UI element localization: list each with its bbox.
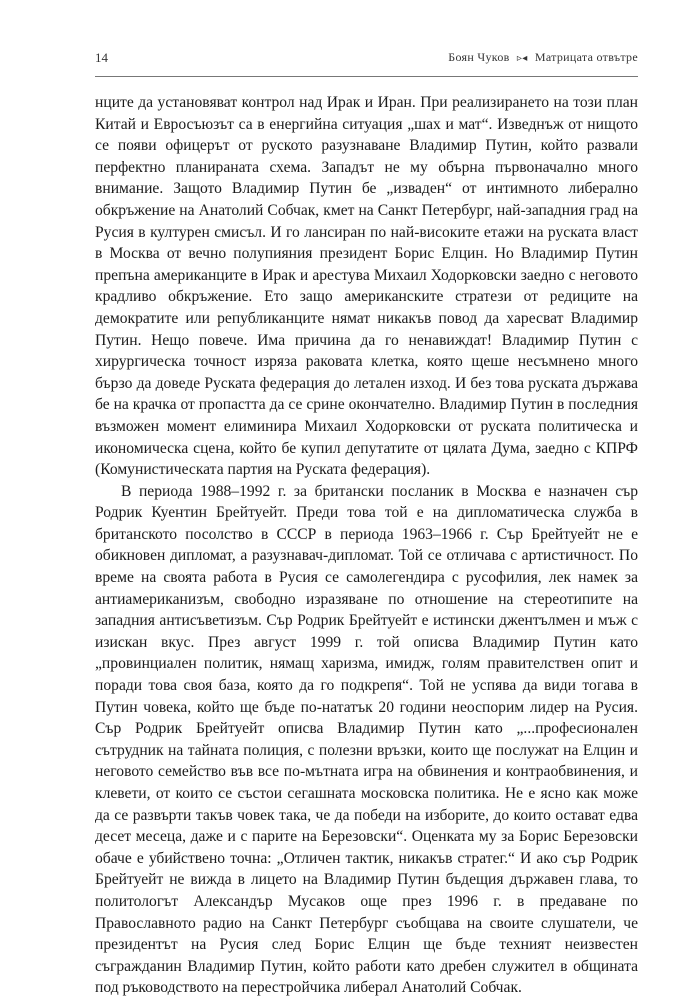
paragraph-1: нците да установяват контрол над Ирак и Иран. При реализирането на този план Китай и Евросъюзът са в енергийна ситуация „шах и мат“. Изведнъж от нищото се появи офицерът от руското разузнаване Владимир Путин, който развали перфектно планираната схема. Западът не му обърна първоначално много внимание. Защото Владимир Путин бе „изваден“ от интимното либерално обкръжение на Анатолий Собчак, кмет на Санкт Петербург, най-западния град на Русия в културен смисъл. И го лансиран по най-високите етажи на руската власт в Москва от вечно полупияния президент Борис Елцин. Но Владимир Путин препъна американците в Ирак и арестува Михаил Ходорковски заедно с неговото крадливо обкръжение. Ето защо американските стратези от редиците на демократите или републиканците нямат никакъв повод да харесват Владимир Путин. Нещо повече. Има причина да го ненавиждат! Владимир Путин с хирургическа точност изряза раковата клетка, която щеше несъмнено много бързо да доведе Руската федерация до летален изход. И без това руската държава бе на крачка от пропастта да се срине окончателно. Владимир Путин в последния възможен момент елиминира Михаил Ходорковски от руската политическа и икономическа сцена, който бе купил депутатите от цялата Дума, заедно с КПРФ (Комунистическата партия на Руската федерация). (95, 94, 638, 479)
author-name: Боян Чуков (448, 50, 510, 64)
running-head (448, 50, 638, 65)
separator-ornament-icon: ▹◂ (516, 53, 528, 64)
page-header (95, 50, 638, 77)
page-number: 14 (95, 50, 108, 65)
body-text (95, 92, 638, 999)
paragraph-2: В периода 1988–1992 г. за британски посланик в Москва е назначен сър Родрик Куентин Брейтуейт. Преди това той е на дипломатическа служба в британското посолство в СССР в периода 1963–1966 г. Сър Брейтуейт не е обикновен дипломат, а разузнавач-дипломат. Той се отличава с артистичност. По време на своята работа в Русия се самолегендира с русофилия, лек намек за антиамериканизъм, свободно изразяване по отношение на стереотипите на западния антисъветизъм. Сър Родрик Брейтуейт е истински джентълмен и мъж с изискан вкус. През август 1999 г. той описва Владимир Путин като „провинциален политик, нямащ харизма, имидж, голям правителствен опит и поради това своя база, която да го подкрепя“. Той не успява да види тогава в Путин човека, който ще бъде по-нататък 20 години неоспорим лидер на Русия. Сър Родрик Брейтуейт описва Владимир Путин като „...професионален сътрудник на тайната полиция, с полезни връзки, които ще послужат на Елцин и неговото семейство във все по-мътната игра на обвинения и контраобвинения, и клевети, от които се състои сегашната московска политика. Не е ясно как може да се развърти такъв човек така, че да победи на изборите, до които остават едва десет месеца, даже и с парите на Березовски“. Оценката му за Борис Березовски обаче е убийствено точна: „Отличен тактик, никакъв стратег.“ И ако сър Родрик Брейтуейт не вижда в лицето на Владимир Путин бъдещия държавен глава, то политологът Александър Мусаков още през 1996 г. в предаване по Православното радио на Санкт Петербург съобщава на своите слушатели, че президентът на Русия след Борис Елцин ще бъде техният неизвестен съгражданин Владимир Путин, който работи като дребен служител в общината под ръководството на перестройчика либерал Анатолий Собчак. (95, 482, 638, 997)
book-title: Матрицата отвътре (534, 50, 638, 64)
